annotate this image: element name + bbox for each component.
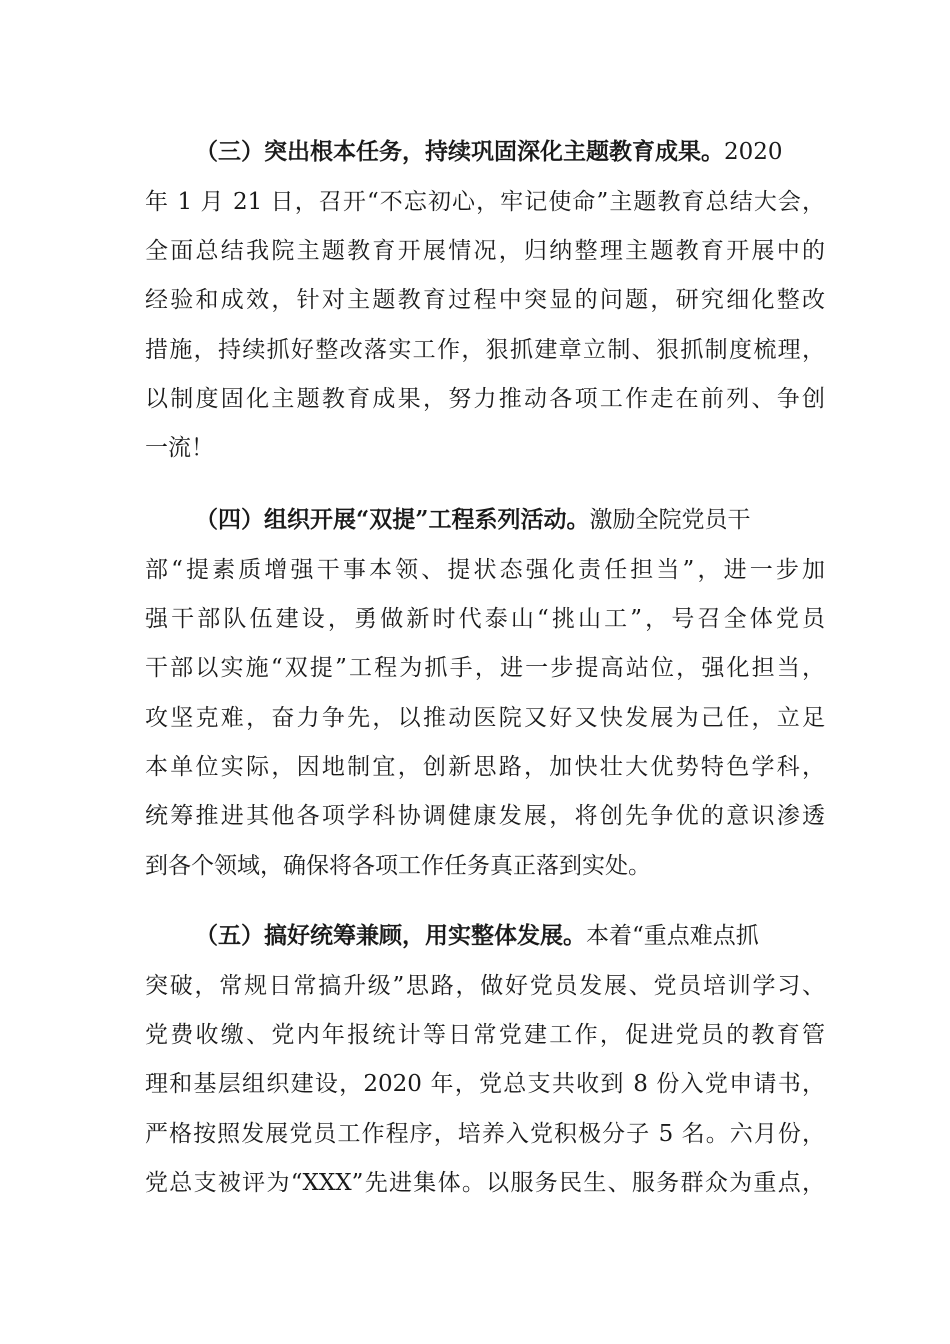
paragraph-line: 本单位实际，因地制宜，创新思路，加快壮大优势特色学科， [145, 754, 825, 780]
paragraph-line: 措施，持续抓好整改落实工作，狠抓建章立制、狠抓制度梳理， [145, 337, 825, 363]
section-5-first-line [195, 916, 825, 956]
paragraph-line: 全面总结我院主题教育开展情况，归纳整理主题教育开展中的 [145, 238, 825, 264]
paragraph-line: 统筹推进其他各项学科协调健康发展，将创先争优的意识渗透 [145, 803, 825, 829]
section-3-heading: （三）突出根本任务，持续巩固深化主题教育成果。 [195, 138, 724, 165]
section-4-heading: （四）组织开展“双提”工程系列活动。 [195, 506, 590, 533]
paragraph-line: 党费收缴、党内年报统计等日常党建工作，促进党员的教育管 [145, 1022, 825, 1048]
paragraph-line: 攻坚克难，奋力争先，以推动医院又好又快发展为己任，立足 [145, 705, 825, 731]
paragraph-line: 一流！ [145, 435, 214, 461]
paragraph-line: 严格按照发展党员工作程序，培养入党积极分子 5 名。六月份， [145, 1121, 825, 1147]
section-4-first-line [195, 500, 825, 540]
section-3-text: 2020 [724, 139, 783, 165]
paragraph-line: 党总支被评为“XXX”先进集体。以服务民生、服务群众为重点， [145, 1170, 825, 1196]
paragraph-line: 理和基层组织建设，2020 年，党总支共收到 8 份入党申请书， [145, 1071, 825, 1097]
section-5-heading: （五）搞好统筹兼顾，用实整体发展。 [195, 922, 586, 949]
paragraph-line: 强干部队伍建设，勇做新时代泰山“挑山工”，号召全体党员 [145, 606, 825, 632]
section-4-text: 激励全院党员干 [589, 507, 751, 533]
paragraph-line: 干部以实施“双提”工程为抓手，进一步提高站位，强化担当， [145, 655, 825, 681]
section-3-first-line [195, 132, 825, 172]
paragraph-line: 年 1 月 21 日，召开“不忘初心，牢记使命”主题教育总结大会， [145, 189, 825, 215]
paragraph-line: 部“提素质增强干事本领、提状态强化责任担当”，进一步加 [145, 557, 825, 583]
paragraph-line: 以制度固化主题教育成果，努力推动各项工作走在前列、争创 [145, 386, 825, 412]
paragraph-line: 到各个领域，确保将各项工作任务真正落到实处。 [145, 853, 651, 879]
paragraph-line: 突破，常规日常搞升级”思路，做好党员发展、党员培训学习、 [145, 973, 825, 999]
section-5-text: 本着“重点难点抓 [586, 923, 759, 949]
paragraph-line: 经验和成效，针对主题教育过程中突显的问题，研究细化整改 [145, 287, 825, 313]
